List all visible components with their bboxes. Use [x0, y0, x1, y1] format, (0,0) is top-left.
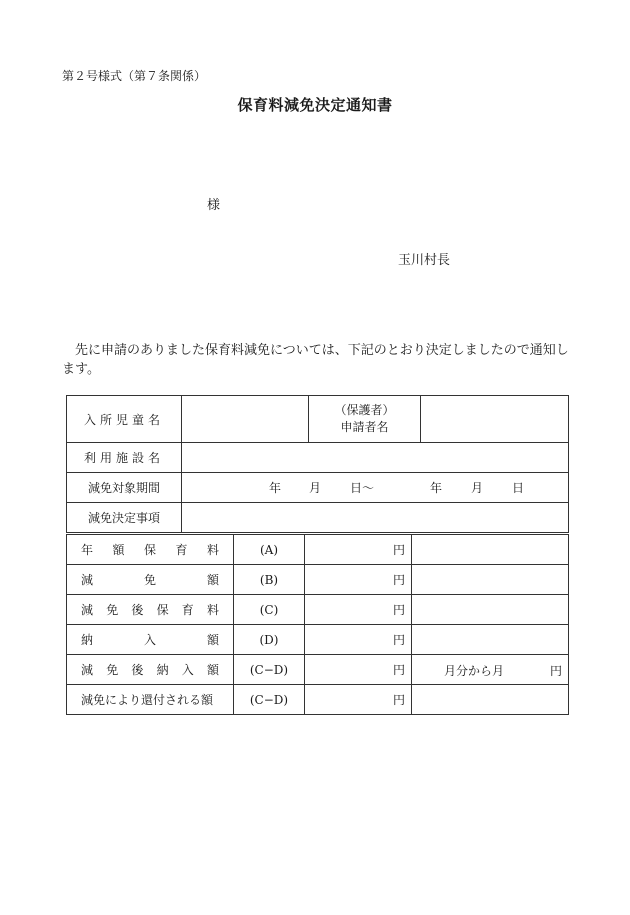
fee-label-char: 育	[175, 543, 188, 557]
info-table	[66, 395, 569, 533]
applicant-label-line2: 申請者名	[340, 420, 389, 434]
applicant-name-value	[421, 396, 569, 443]
fee-label-paid	[67, 631, 233, 648]
child-applicant-row	[67, 396, 569, 443]
fee-label-char: 入	[143, 633, 156, 647]
fee-label-char: 後	[131, 603, 144, 617]
fee-row-label	[67, 535, 234, 565]
fee-row-unit: 円	[305, 625, 412, 655]
facility-label: 利用施設名	[67, 443, 182, 473]
fee-label-reduction	[67, 571, 233, 588]
document-title: 保育料減免決定通知書	[237, 96, 393, 114]
fee-label-text: 減免により還付される額	[81, 693, 214, 707]
fee-label-char: 入	[181, 663, 194, 677]
fee-label-annual	[67, 541, 233, 558]
decision-value	[182, 503, 569, 533]
fee-row-label	[67, 685, 234, 715]
monthly-from-to-label: 月分から月	[444, 664, 505, 678]
period-year-end: 年	[430, 481, 443, 495]
fee-row-paid	[67, 625, 569, 655]
decision-row	[67, 503, 569, 533]
fee-label-char: 料	[206, 543, 219, 557]
fee-row-extra	[412, 565, 569, 595]
period-month-end: 月	[471, 481, 484, 495]
fee-label-char: 減	[81, 573, 94, 587]
fee-row-label	[67, 625, 234, 655]
fee-row-code: (C)	[234, 595, 305, 625]
fee-label-char: 免	[106, 663, 119, 677]
period-year-start: 年	[269, 481, 282, 495]
fee-label-char: 額	[206, 573, 219, 587]
facility-value	[182, 443, 569, 473]
fee-row-after-payment	[67, 655, 569, 685]
fee-label-char: 料	[206, 603, 219, 617]
facility-row	[67, 443, 569, 473]
notice-body-text: 先に申請のありました保育料減免については、下記のとおり決定しましたので通知します。	[62, 343, 569, 377]
fee-row-unit: 円	[305, 655, 412, 685]
issuer-name: 玉川村長	[398, 253, 451, 268]
fee-label-char: 免	[143, 573, 156, 587]
fee-table	[66, 534, 569, 715]
child-name-label: 入所児童名	[67, 396, 182, 443]
decision-label: 減免決定事項	[67, 503, 182, 533]
fee-row-label	[67, 655, 234, 685]
applicant-label-line1: （保護者）	[334, 403, 395, 417]
fee-row-unit: 円	[305, 535, 412, 565]
fee-label-after-payment	[67, 661, 233, 678]
monthly-amount-unit: 円	[549, 664, 562, 678]
fee-row-extra	[412, 625, 569, 655]
fee-label-char: 納	[156, 663, 169, 677]
recipient-honorific: 様	[207, 198, 221, 213]
fee-row-reduction	[67, 565, 569, 595]
fee-row-code: (C−D)	[234, 685, 305, 715]
fee-row-unit: 円	[305, 685, 412, 715]
fee-row-label	[67, 595, 234, 625]
fee-row-code: (A)	[234, 535, 305, 565]
fee-row-annual	[67, 535, 569, 565]
period-day-end: 日	[512, 481, 525, 495]
fee-label-char: 保	[156, 603, 169, 617]
fee-label-char: 後	[131, 663, 144, 677]
fee-row-code: (D)	[234, 625, 305, 655]
fee-label-char: 減	[81, 663, 94, 677]
fee-row-code: (C−D)	[234, 655, 305, 685]
fee-label-refund	[67, 691, 233, 708]
period-day-start: 日〜	[350, 481, 375, 495]
fee-row-label	[67, 565, 234, 595]
child-name-value	[182, 396, 309, 443]
fee-label-char: 減	[81, 603, 94, 617]
form-number: 第２号様式（第７条関係）	[62, 69, 207, 83]
fee-label-char: 額	[112, 543, 125, 557]
fee-label-char: 免	[106, 603, 119, 617]
fee-row-extra	[412, 655, 569, 685]
period-label: 減免対象期間	[67, 473, 182, 503]
fee-row-unit: 円	[305, 595, 412, 625]
period-month-start: 月	[309, 481, 322, 495]
fee-row-refund	[67, 685, 569, 715]
fee-row-extra	[412, 535, 569, 565]
period-row	[67, 473, 569, 503]
fee-row-after-reduction	[67, 595, 569, 625]
period-value	[182, 473, 569, 503]
fee-row-extra	[412, 595, 569, 625]
fee-label-char: 保	[143, 543, 156, 557]
applicant-label	[309, 396, 421, 443]
fee-row-code: (B)	[234, 565, 305, 595]
fee-label-char: 納	[81, 633, 94, 647]
fee-row-extra	[412, 685, 569, 715]
fee-label-char: 年	[81, 543, 94, 557]
fee-label-char: 育	[181, 603, 194, 617]
fee-label-after-reduction	[67, 601, 233, 618]
fee-label-char: 額	[206, 663, 219, 677]
fee-row-unit: 円	[305, 565, 412, 595]
fee-label-char: 額	[206, 633, 219, 647]
